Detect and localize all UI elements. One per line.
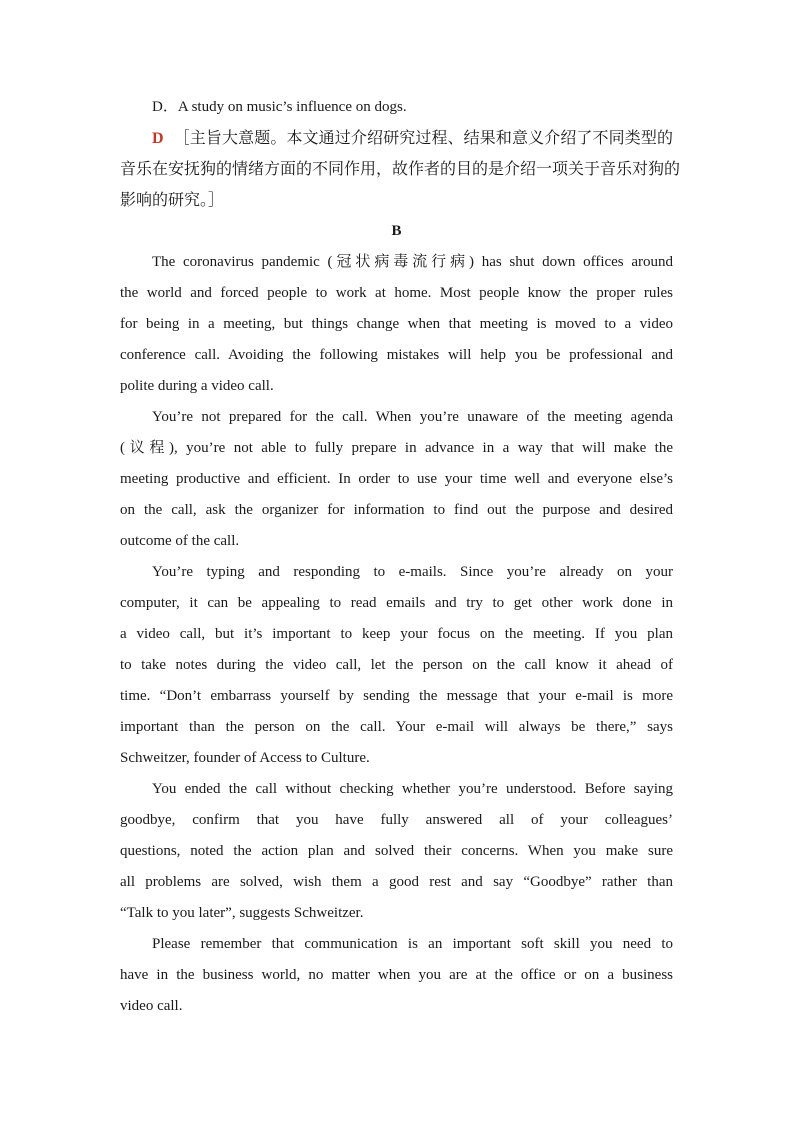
paragraph-4 <box>120 774 673 929</box>
option-d-line: D．A study on music’s influence on dogs. <box>152 99 407 115</box>
paragraph-line: You ended the call without checking whether you’re understood. Before saying <box>152 781 673 797</box>
paragraph-line: conference call. Avoiding the following mistakes will help you be professional and <box>120 347 673 363</box>
paragraph-line: for being in a meeting, but things change when that meeting is moved to a video <box>120 316 673 332</box>
answer-letter: D <box>152 130 164 147</box>
answer-line: D ［主旨大意题。本文通过介绍研究过程、结果和意义介绍了不同类型的 <box>152 130 673 147</box>
paragraph-2 <box>120 402 673 557</box>
paragraph-line: You’re typing and responding to e-mails. Since you’re already on your <box>152 564 673 580</box>
section-heading: B <box>391 223 402 239</box>
paragraph-line: video call. <box>120 998 183 1014</box>
paragraph-line: outcome of the call. <box>120 533 240 549</box>
paragraph-line: important than the person on the call. Your e-mail will always be there,” says <box>120 719 673 735</box>
paragraph-line: goodbye, confirm that you have fully answered all of your colleagues’ <box>120 812 673 828</box>
answer-explanation <box>120 123 681 216</box>
paragraph-line: computer, it can be appealing to read emails and try to get other work done in <box>120 595 673 611</box>
paragraph-line: The coronavirus pandemic (冠状病毒流行病) has shut down offices around <box>152 254 673 270</box>
paragraph-line: Please remember that communication is an important soft skill you need to <box>152 936 673 952</box>
paragraph-line: questions, noted the action plan and solved their concerns. When you make sure <box>120 843 673 859</box>
paragraph-line: to take notes during the video call, let the person on the call know it ahead of <box>120 657 673 673</box>
paragraph-line: polite during a video call. <box>120 378 274 394</box>
paragraph-line: time. “Don’t embarrass yourself by sending the message that your e-mail is more <box>120 688 673 704</box>
paragraph-5 <box>120 929 673 1022</box>
paragraph-line: “Talk to you later”, suggests Schweitzer. <box>120 905 364 921</box>
paragraph-line: Schweitzer, founder of Access to Culture. <box>120 750 370 766</box>
paragraph-line: all problems are solved, wish them a good rest and say “Goodbye” rather than <box>120 874 673 890</box>
paragraph-line: on the call, ask the organizer for information to find out the purpose and desired <box>120 502 673 518</box>
document-page <box>120 92 681 1022</box>
option-d <box>120 92 673 123</box>
answer-line: 音乐在安抚狗的情绪方面的不同作用，故作者的目的是介绍一项关于音乐对狗的 <box>120 161 681 178</box>
paragraph-line: You’re not prepared for the call. When you’re unaware of the meeting agenda <box>152 409 673 425</box>
paragraph-line: (议程), you’re not able to fully prepare in advance in a way that will make the <box>120 440 673 456</box>
paragraph-line: meeting productive and efficient. In order to use your time well and everyone else’s <box>120 471 673 487</box>
paragraph-line: have in the business world, no matter when you are at the office or on a business <box>120 967 673 983</box>
answer-line: 影响的研究。］ <box>120 192 225 209</box>
paragraph-1 <box>120 247 673 402</box>
paragraph-line: the world and forced people to work at home. Most people know the proper rules <box>120 285 673 301</box>
paragraph-3 <box>120 557 673 774</box>
paragraph-line: a video call, but it’s important to keep your focus on the meeting. If you plan <box>120 626 673 642</box>
